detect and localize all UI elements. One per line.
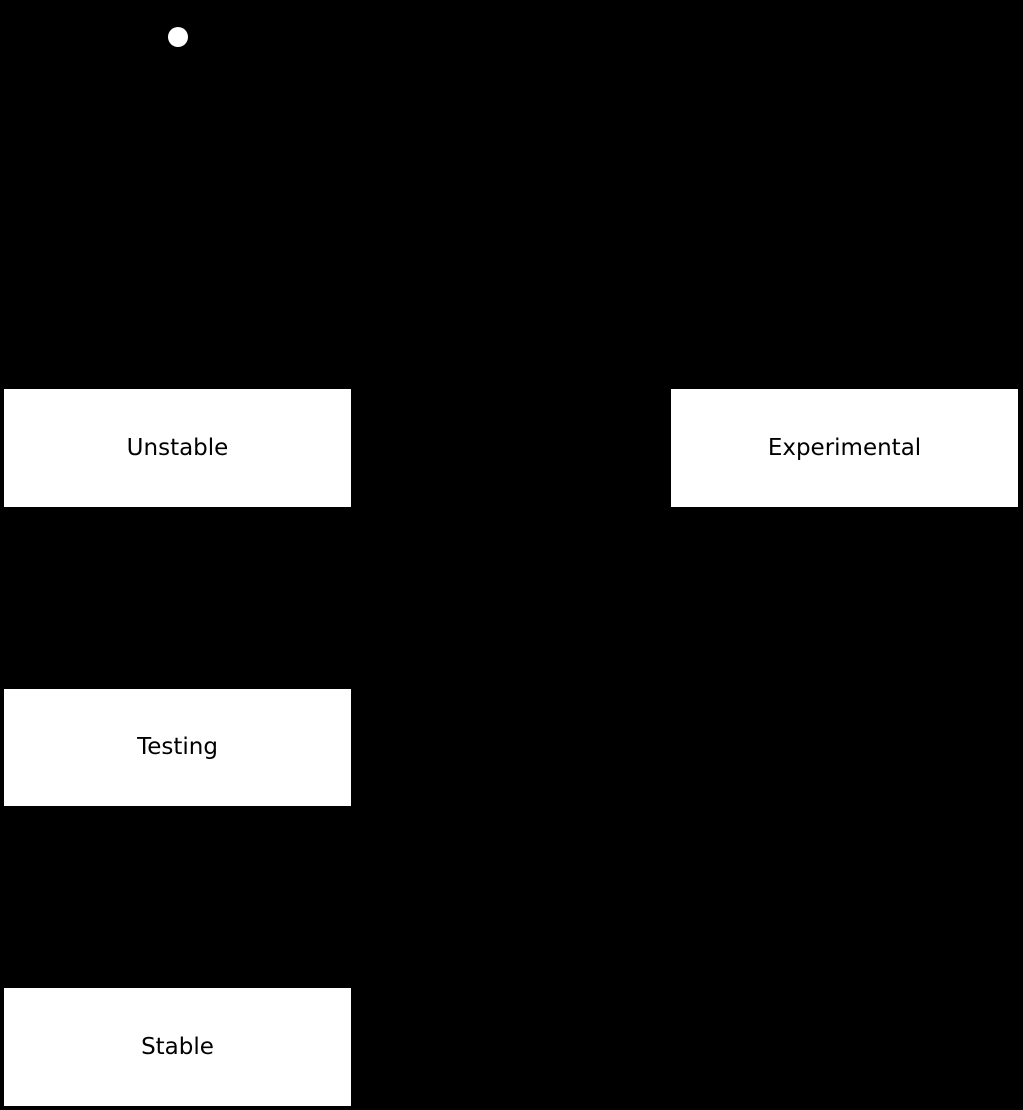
state-label-stable: Stable xyxy=(141,1033,214,1060)
state-node-testing xyxy=(4,689,351,806)
state-node-experimental xyxy=(671,389,1018,507)
initial-state-icon xyxy=(168,27,188,47)
state-node-unstable xyxy=(4,389,351,507)
state-label-testing: Testing xyxy=(137,734,218,760)
state-label-unstable: Unstable xyxy=(126,434,229,461)
state-label-experimental: Experimental xyxy=(767,434,922,461)
state-node-stable xyxy=(4,988,351,1106)
